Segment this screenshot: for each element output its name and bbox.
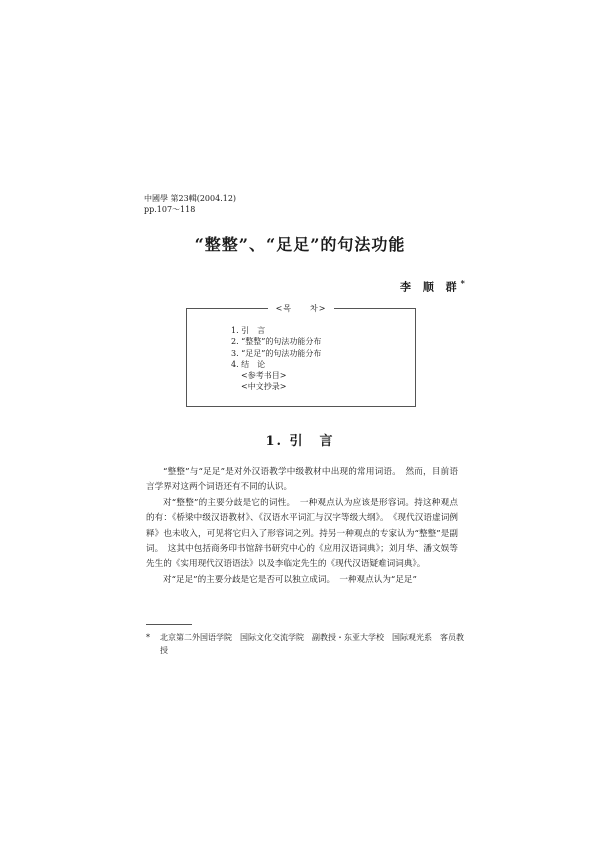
paper-title: “整整”、“足足”的句法功能 xyxy=(194,235,406,254)
journal-header xyxy=(144,193,236,215)
toc-sub-item: <参考书目> xyxy=(241,371,287,381)
toc-heading: <목 차> xyxy=(275,304,327,313)
paragraph: “整整”与“足足”是对外汉语教学中级教材中出现的常用词语。 然而，目前语言学界对这两个词语还有不同的认识。 xyxy=(146,467,458,493)
journal-pages: pp.107～118 xyxy=(144,205,196,214)
journal-name-issue: 中國學 第23輯(2004.12) xyxy=(144,194,237,203)
toc-item: 1. 引 言 xyxy=(231,326,266,335)
footnote-divider xyxy=(146,624,192,625)
toc-border-left xyxy=(186,308,268,309)
author-footnote-mark: * xyxy=(460,278,465,288)
paragraph: 对“足足”的主要分歧是它是否可以独立成词。 一种观点认为“足足” xyxy=(163,574,417,585)
toc-border-right xyxy=(334,308,416,309)
toc-item: 3. “足足”的句法功能分布 xyxy=(231,348,322,358)
author xyxy=(400,278,465,295)
author-name: 李 顺 群 xyxy=(400,280,461,294)
footnote-mark: * xyxy=(146,633,150,642)
toc-item: 2. “整整”的句法功能分布 xyxy=(231,337,322,347)
table-of-contents xyxy=(186,304,416,407)
footnote-text: 北京第二外国语学院 国际文化交流学院 副教授・东亚大学校 国际观光系 客员教授 xyxy=(160,633,464,655)
toc-sub-item: <中文抄录> xyxy=(241,382,287,392)
body-text xyxy=(146,465,458,588)
section-heading: 1. 引 言 xyxy=(265,434,335,449)
toc-item: 4. 结 论 xyxy=(231,359,266,369)
toc-items xyxy=(231,325,321,393)
paragraph: 对“整整”的主要分歧是它的词性。 一种观点认为应该是形容词。持这种观点的有：《桥梁中级汉语教材》、《汉语水平词汇与汉字等级大纲》。 《现代汉语虚词例释》也未收入，可见将它归入了形容词之列。持另一种观点的专家认为“整整”是副词。 这其中包括商务印书馆辞书研究中心的《应用汉语词典》；刘月华、潘文娱等先生的《实用现代汉语语法》以及李临定先生的《现代汉语疑难词词典》。 xyxy=(146,497,458,570)
footnote xyxy=(146,631,464,657)
